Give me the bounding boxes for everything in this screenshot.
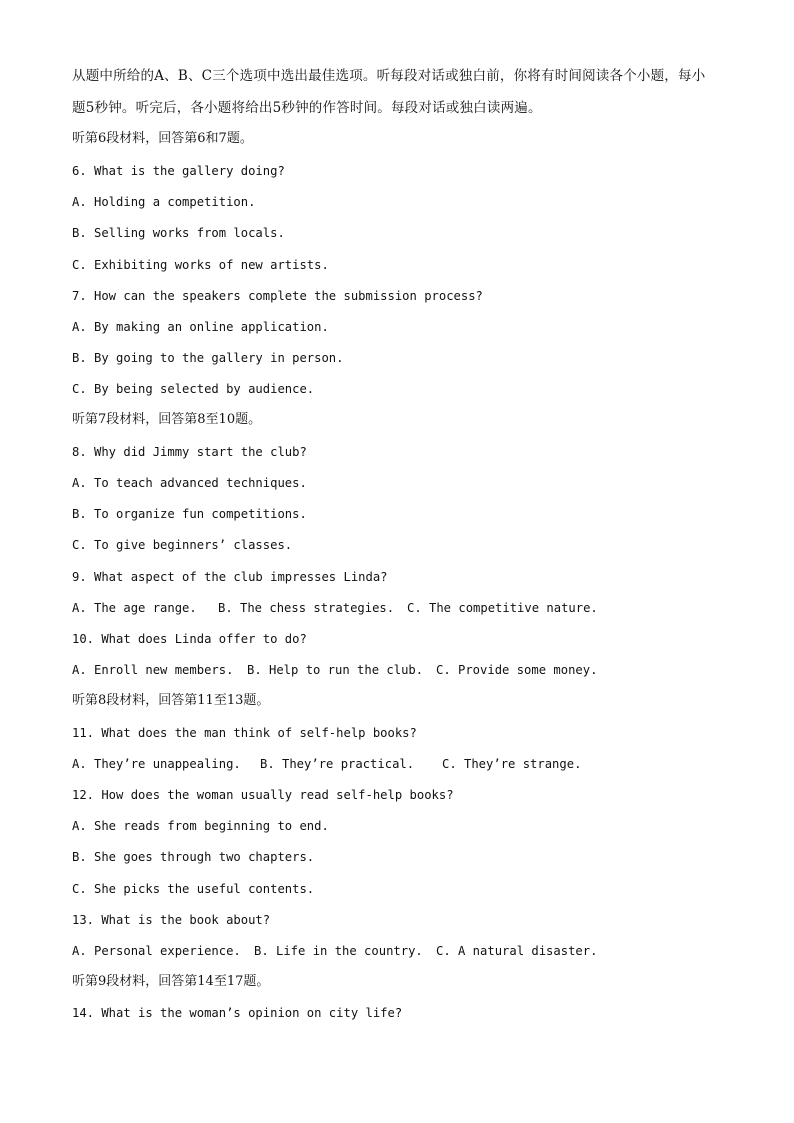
section-heading-7: 听第7段材料，回答第8至10题。: [72, 412, 262, 427]
question-12-option-b: B. She goes through two chapters.: [72, 850, 315, 864]
question-9-option-a: A. The age range.: [72, 601, 197, 615]
question-7-option-a: A. By making an online application.: [72, 320, 329, 334]
section-heading-6: 听第6段材料，回答第6和7题。: [72, 131, 253, 146]
question-13-options: [72, 943, 597, 959]
question-13-option-b: B. Life in the country.: [254, 944, 423, 958]
question-10-option-b: B. Help to run the club.: [247, 663, 424, 677]
question-13-option-a: A. Personal experience.: [72, 944, 241, 958]
question-12-option-a: A. She reads from beginning to end.: [72, 819, 329, 833]
question-10-option-c: C. Provide some money.: [436, 663, 598, 677]
question-11-option-b: B. They’re practical.: [260, 757, 415, 771]
question-6-option-a: A. Holding a competition.: [72, 195, 256, 209]
question-13-stem: 13. What is the book about?: [72, 913, 271, 927]
question-8-option-c: C. To give beginners’ classes.: [72, 538, 293, 552]
question-9-options: [72, 600, 598, 616]
question-11-option-a: A. They’re unappealing.: [72, 757, 241, 771]
question-9-stem: 9. What aspect of the club impresses Linda?: [72, 570, 388, 584]
question-6-stem: 6. What is the gallery doing?: [72, 164, 285, 178]
question-8-stem: 8. Why did Jimmy start the club?: [72, 445, 307, 459]
question-11-options: [72, 756, 581, 772]
section-heading-8: 听第8段材料，回答第11至13题。: [72, 693, 270, 708]
question-9-option-b: B. The chess strategies.: [218, 601, 395, 615]
question-8-option-b: B. To organize fun competitions.: [72, 507, 307, 521]
section-heading-9: 听第9段材料，回答第14至17题。: [72, 974, 270, 989]
question-7-stem: 7. How can the speakers complete the submission process?: [72, 289, 483, 303]
question-8-option-a: A. To teach advanced techniques.: [72, 476, 307, 490]
instructions-line-1: 从题中所给的A、B、C三个选项中选出最佳选项。听每段对话或独白前，你将有时间阅读各个小题，每小: [72, 68, 706, 84]
question-10-option-a: A. Enroll new members.: [72, 663, 234, 677]
question-11-option-c: C. They’re strange.: [442, 757, 582, 771]
question-9-option-c: C. The competitive nature.: [407, 601, 598, 615]
instructions-line-2: 题5秒钟。听完后，各小题将给出5秒钟的作答时间。每段对话或独白读两遍。: [72, 100, 542, 116]
question-6-option-c: C. Exhibiting works of new artists.: [72, 258, 329, 272]
question-12-stem: 12. How does the woman usually read self-help books?: [72, 788, 454, 802]
question-11-stem: 11. What does the man think of self-help books?: [72, 726, 417, 740]
question-10-options: [72, 662, 597, 678]
question-10-stem: 10. What does Linda offer to do?: [72, 632, 307, 646]
question-7-option-b: B. By going to the gallery in person.: [72, 351, 344, 365]
question-14-stem: 14. What is the woman’s opinion on city life?: [72, 1006, 403, 1020]
question-13-option-c: C. A natural disaster.: [436, 944, 598, 958]
question-12-option-c: C. She picks the useful contents.: [72, 882, 315, 896]
question-6-option-b: B. Selling works from locals.: [72, 226, 285, 240]
question-7-option-c: C. By being selected by audience.: [72, 382, 315, 396]
